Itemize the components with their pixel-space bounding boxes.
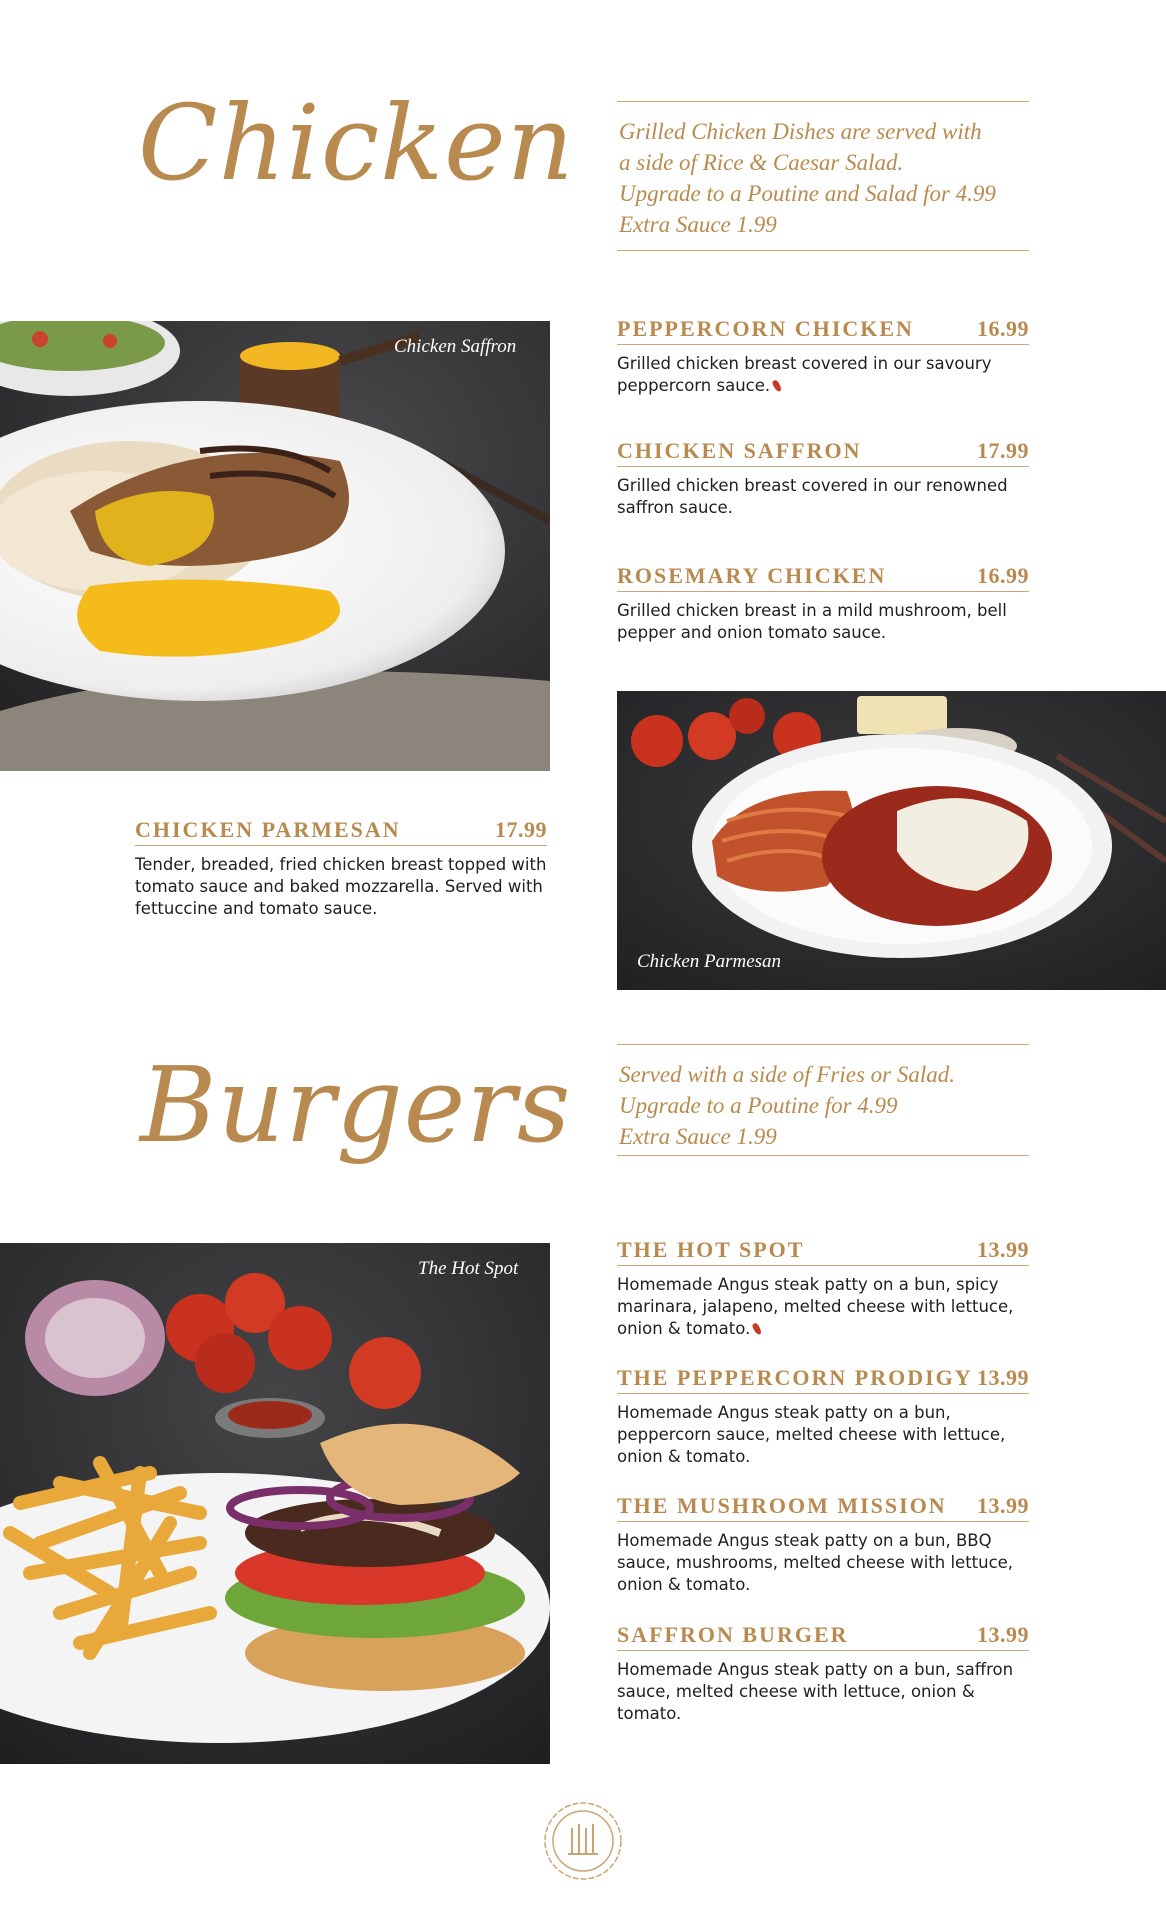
menu-item-description: Grilled chicken breast in a mild mushroom, bell pepper and onion tomato sauce. <box>617 601 1007 642</box>
menu-item-name: CHICKEN SAFFRON <box>617 438 862 463</box>
menu-item-header <box>617 438 1029 467</box>
menu-item <box>617 1365 1029 1468</box>
menu-item <box>617 563 1029 644</box>
chicken-intro-line: Upgrade to a Poutine and Salad for 4.99 <box>619 181 996 206</box>
menu-item-description <box>617 1274 1029 1340</box>
hot-spot-burger-photo <box>0 1243 550 1764</box>
menu-item-price: 16.99 <box>977 563 1029 588</box>
menu-item-name: THE MUSHROOM MISSION <box>617 1493 947 1518</box>
chicken-intro <box>617 101 1029 251</box>
menu-item-description: Tender, breaded, fried chicken breast topped with tomato sauce and baked mozzarella. Served with fettuccine and tomato sauce. <box>135 855 547 918</box>
menu-item-description: Homemade Angus steak patty on a bun, saffron sauce, melted cheese with lettuce, onion & tomato. <box>617 1660 1014 1723</box>
menu-item-description: Homemade Angus steak patty on a bun, BBQ sauce, mushrooms, melted cheese with lettuce, onion & tomato. <box>617 1531 1014 1594</box>
chicken-intro-line: Extra Sauce 1.99 <box>619 212 777 237</box>
menu-item-price: 13.99 <box>977 1622 1029 1647</box>
menu-item <box>617 1493 1029 1596</box>
menu-item <box>617 1237 1029 1340</box>
hot-spot-caption: The Hot Spot <box>418 1258 519 1279</box>
chicken-saffron-caption: Chicken Saffron <box>394 336 517 357</box>
menu-item-price: 13.99 <box>977 1237 1029 1262</box>
chili-icon <box>752 1322 763 1335</box>
chicken-intro-line: Grilled Chicken Dishes are served with <box>619 119 982 144</box>
menu-item-name: SAFFRON BURGER <box>617 1622 849 1647</box>
restaurant-logo-icon <box>542 1800 624 1882</box>
menu-item-header <box>617 1237 1029 1266</box>
menu-item-price: 16.99 <box>977 316 1029 341</box>
menu-item-price: 17.99 <box>495 817 547 842</box>
menu-item <box>617 1622 1029 1725</box>
burgers-section-title: Burgers <box>140 1044 572 1166</box>
menu-item-header <box>617 1493 1029 1522</box>
menu-item-name: THE HOT SPOT <box>617 1237 805 1262</box>
burgers-intro-line: Upgrade to a Poutine for 4.99 <box>619 1093 898 1118</box>
menu-item <box>135 817 547 920</box>
menu-item-description: Grilled chicken breast covered in our renowned saffron sauce. <box>617 476 1008 517</box>
menu-item-header <box>617 563 1029 592</box>
menu-item-description: Homemade Angus steak patty on a bun, peppercorn sauce, melted cheese with lettuce, onion & tomato. <box>617 1403 1006 1466</box>
menu-item-name: ROSEMARY CHICKEN <box>617 563 887 588</box>
menu-item <box>617 438 1029 519</box>
menu-item-description-text: Grilled chicken breast covered in our savoury peppercorn sauce. <box>617 354 992 395</box>
menu-item-name: CHICKEN PARMESAN <box>135 817 401 842</box>
chicken-parmesan-caption: Chicken Parmesan <box>637 951 782 972</box>
menu-item-price: 13.99 <box>977 1365 1029 1390</box>
menu-item-name: THE PEPPERCORN PRODIGY <box>617 1365 973 1390</box>
menu-item-header <box>617 1365 1029 1394</box>
chicken-intro-line: a side of Rice & Caesar Salad. <box>619 150 904 175</box>
burgers-intro <box>617 1044 1029 1156</box>
menu-item-header <box>617 1622 1029 1651</box>
burgers-intro-line: Extra Sauce 1.99 <box>619 1124 777 1149</box>
chicken-section-title: Chicken <box>138 82 575 204</box>
chicken-parmesan-photo <box>617 691 1166 990</box>
menu-item-header <box>617 316 1029 345</box>
menu-item-header <box>135 817 547 846</box>
menu-item-description-text: Homemade Angus steak patty on a bun, spicy marinara, jalapeno, melted cheese with lettuce, onion & tomato. <box>617 1275 1014 1338</box>
menu-item-name: PEPPERCORN CHICKEN <box>617 316 914 341</box>
menu-item-description <box>617 353 1029 397</box>
menu-item <box>617 316 1029 397</box>
menu-item-price: 17.99 <box>977 438 1029 463</box>
menu-item-price: 13.99 <box>977 1493 1029 1518</box>
burgers-intro-line: Served with a side of Fries or Salad. <box>619 1062 956 1087</box>
chili-icon <box>772 379 783 392</box>
chicken-saffron-photo <box>0 321 550 771</box>
